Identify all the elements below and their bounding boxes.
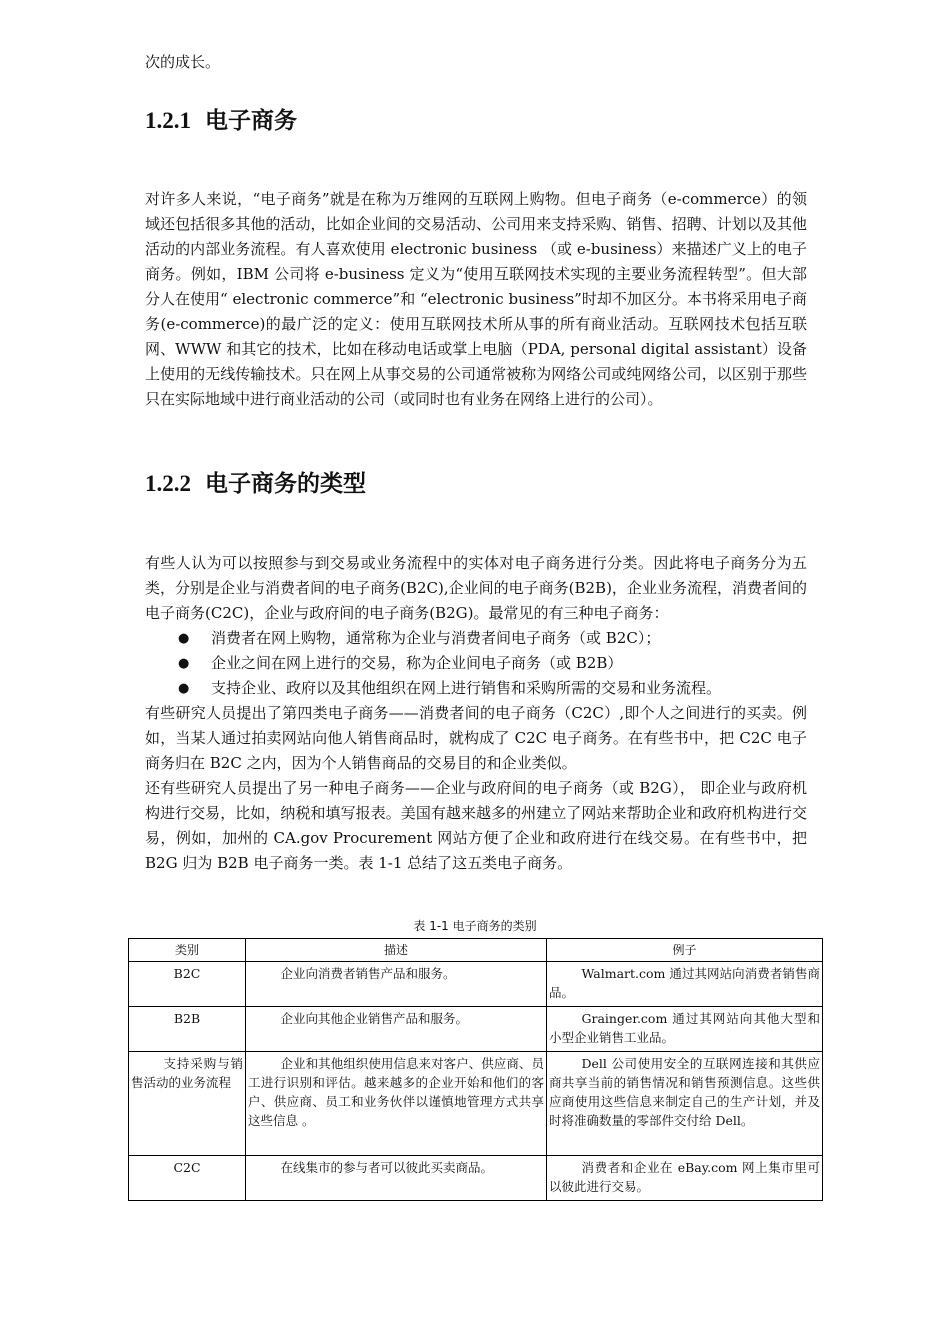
section-title: 电子商务 bbox=[205, 108, 297, 133]
table-row bbox=[129, 962, 823, 1007]
c2c-paragraph: 有些研究人员提出了第四类电子商务——消费者间的电子商务（C2C）,即个人之间进行的买卖。例如，当某人通过拍卖网站向他人销售商品时，就构成了 C2C 电子商务。在有些书中，把 C2C 电子商务归在 B2C 之内，因为个人销售商品的交易目的和企业类似。 bbox=[145, 704, 807, 772]
table-row bbox=[129, 1007, 823, 1052]
cell-example: Grainger.com 通过其网站向其他大型和小型企业销售工业品。 bbox=[547, 1007, 823, 1052]
cell-category: B2C bbox=[129, 962, 246, 1007]
section-heading-1-2-1 bbox=[145, 106, 297, 136]
cell-category: 支持采购与销售活动的业务流程 bbox=[129, 1052, 246, 1156]
section-number: 1.2.2 bbox=[145, 471, 191, 496]
cell-description: 企业向其他企业销售产品和服务。 bbox=[246, 1007, 547, 1052]
bullet-icon: ● bbox=[178, 656, 190, 671]
cell-description: 在线集市的参与者可以彼此买卖商品。 bbox=[246, 1156, 547, 1201]
cell-category: C2C bbox=[129, 1156, 246, 1201]
list-item: ● 企业之间在网上进行的交易，称为企业间电子商务（或 B2B） bbox=[145, 651, 807, 676]
cell-example: Walmart.com 通过其网站向消费者销售商品。 bbox=[547, 962, 823, 1007]
section-title: 电子商务的类型 bbox=[205, 471, 366, 496]
table-row bbox=[129, 1052, 823, 1156]
section-2-body bbox=[145, 551, 807, 876]
section-heading-1-2-2 bbox=[145, 469, 366, 499]
section-number: 1.2.1 bbox=[145, 108, 191, 133]
cell-description: 企业向消费者销售产品和服务。 bbox=[246, 962, 547, 1007]
list-item: ● 支持企业、政府以及其他组织在网上进行销售和采购所需的交易和业务流程。 bbox=[145, 676, 807, 701]
list-item: ● 消费者在网上购物，通常称为企业与消费者间电子商务（或 B2C）； bbox=[145, 626, 807, 651]
table-caption: 表 1-1 电子商务的类别 bbox=[413, 919, 537, 933]
table-row bbox=[129, 1156, 823, 1201]
bullet-icon: ● bbox=[178, 631, 190, 646]
bullet-icon: ● bbox=[178, 681, 190, 696]
header-example: 例子 bbox=[547, 939, 823, 962]
ecommerce-types-table bbox=[128, 938, 823, 1201]
b2g-paragraph: 还有些研究人员提出了另一种电子商务——企业与政府间的电子商务（或 B2G）， 即企业与政府机构进行交易，比如，纳税和填写报表。美国有越来越多的州建立了网站来帮助企业和政府机构进行交易，例如，加州的 CA.gov Procurement 网站方便了企业和政府进行在线交易。在有些书中，把 B2G 归为 B2B 电子商务一类。表 1-1 总结了这五类电子商务。 bbox=[145, 779, 807, 872]
section-1-paragraph: 对许多人来说，“电子商务”就是在称为万维网的互联网上购物。但电子商务（e-commerce）的领域还包括很多其他的活动，比如企业间的交易活动、公司用来支持采购、销售、招聘、计划以及其他活动的内部业务流程。有人喜欢使用 electronic business （或 e-business）来描述广义上的电子商务。例如，IBM 公司将 e-business 定义为“使用互联网技术实现的主要业务流程转型”。但大部分人在使用“ electronic commerce”和 “electronic business”时却不加区分。本书将采用电子商务(e-commerce)的最广泛的定义：使用互联网技术所从事的所有商业活动。互联网技术包括互联网、WWW 和其它的技术，比如在移动电话或掌上电脑（PDA, personal digital assistant）设备上使用的无线传输技术。只在网上从事交易的公司通常被称为网络公司或纯网络公司，以区别于那些只在实际地域中进行商业活动的公司（或同时也有业务在网络上进行的公司）。 bbox=[145, 190, 807, 408]
section-2-intro: 有些人认为可以按照参与到交易或业务流程中的实体对电子商务进行分类。因此将电子商务分为五类，分别是企业与消费者间的电子商务(B2C),企业间的电子商务(B2B)，企业业务流程，消费者间的电子商务(C2C)，企业与政府间的电子商务(B2G)。最常见的有三种电子商务： bbox=[145, 554, 807, 622]
cell-category: B2B bbox=[129, 1007, 246, 1052]
table-header-row bbox=[129, 939, 823, 962]
continuation-text: 次的成长。 bbox=[145, 53, 221, 71]
bullet-list bbox=[145, 626, 807, 701]
header-category: 类别 bbox=[129, 939, 246, 962]
header-description: 描述 bbox=[246, 939, 547, 962]
cell-example: Dell 公司使用安全的互联网连接和其供应商共享当前的销售情况和销售预测信息。这些供应商使用这些信息来制定自己的生产计划，并及时将准确数量的零部件交付给 Dell。 bbox=[547, 1052, 823, 1156]
cell-example: 消费者和企业在 eBay.com 网上集市里可以彼此进行交易。 bbox=[547, 1156, 823, 1201]
cell-description: 企业和其他组织使用信息来对客户、供应商、员工进行识别和评估。越来越多的企业开始和他们的客户、供应商、员工和业务伙伴以谨慎地管理方式共享这些信息 。 bbox=[246, 1052, 547, 1156]
